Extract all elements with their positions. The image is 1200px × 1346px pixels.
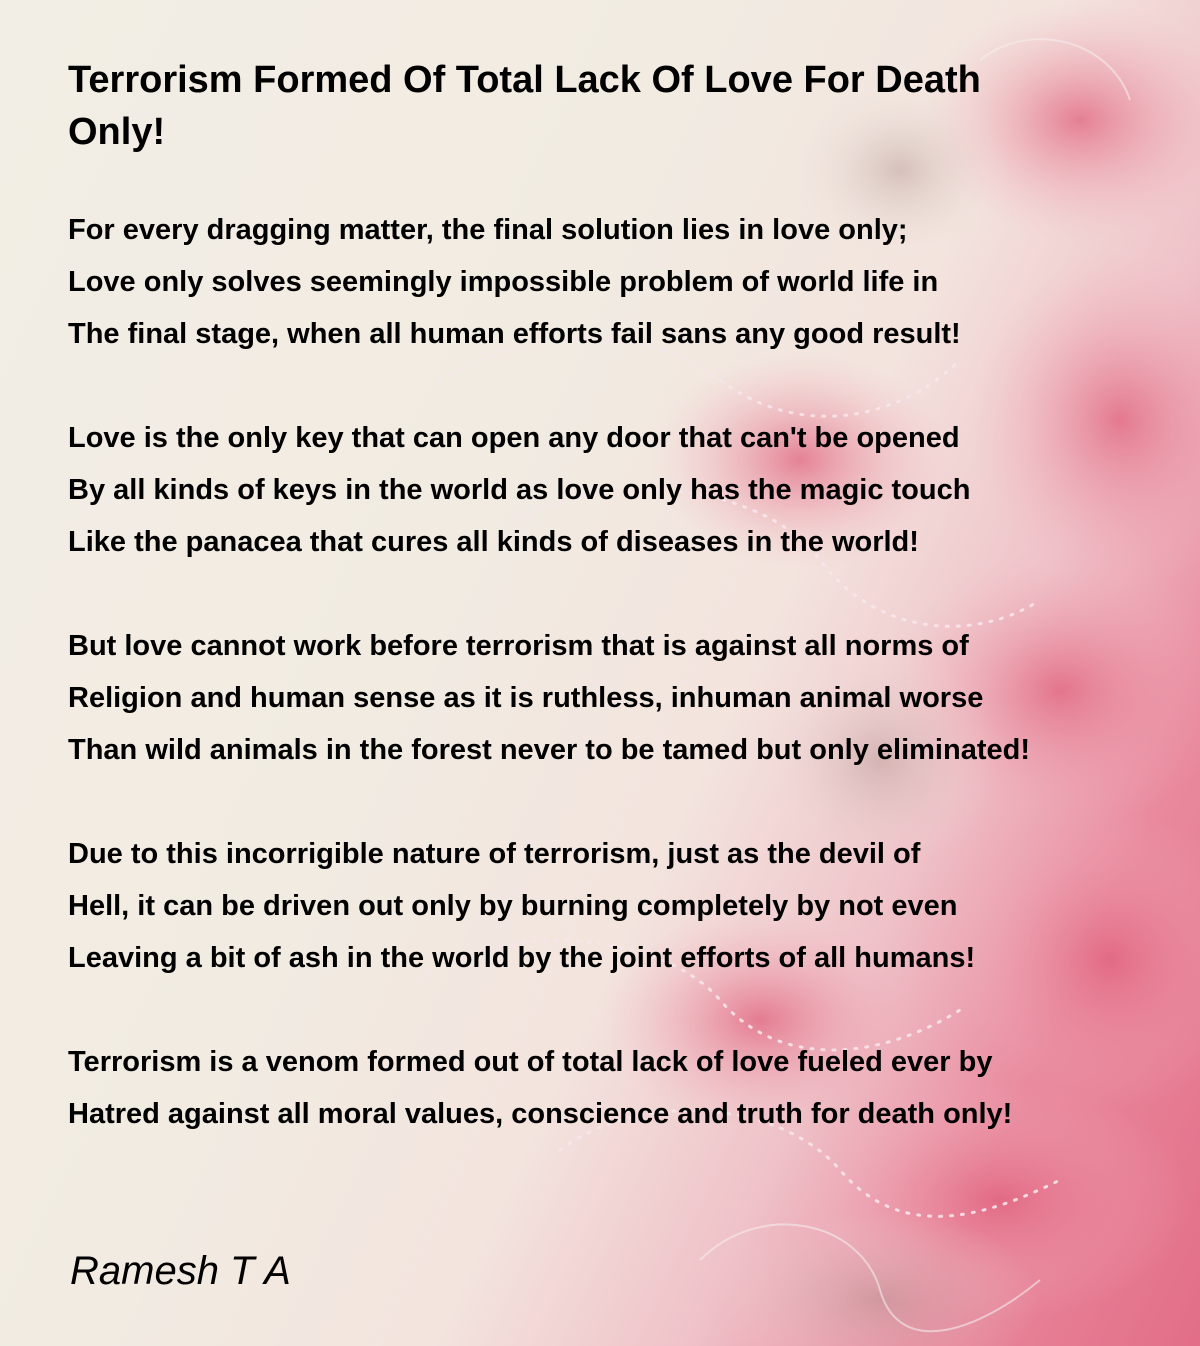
poem-content bbox=[68, 54, 1178, 1140]
poem-line: The final stage, when all human efforts fail sans any good result! bbox=[68, 318, 961, 350]
poem-line: Love only solves seemingly impossible problem of world life in bbox=[68, 266, 939, 298]
poem-line: Religion and human sense as it is ruthless, inhuman animal worse bbox=[68, 682, 984, 714]
poem-line: But love cannot work before terrorism that is against all norms of bbox=[68, 630, 969, 662]
poem-line: Leaving a bit of ash in the world by the joint efforts of all humans! bbox=[68, 942, 976, 974]
poem-stanza bbox=[68, 204, 1178, 360]
poem-author: Ramesh T A bbox=[70, 1249, 291, 1293]
poem-line: Than wild animals in the forest never to be tamed but only eliminated! bbox=[68, 734, 1030, 766]
poem-line: Terrorism is a venom formed out of total lack of love fueled ever by bbox=[68, 1046, 993, 1078]
poem-stanza bbox=[68, 412, 1178, 568]
poem-stanza bbox=[68, 828, 1178, 984]
poem-line: By all kinds of keys in the world as love only has the magic touch bbox=[68, 474, 971, 506]
poem-line: For every dragging matter, the final solution lies in love only; bbox=[68, 214, 908, 246]
poem-stanza bbox=[68, 1036, 1178, 1140]
poem-title: Terrorism Formed Of Total Lack Of Love For Death Only! bbox=[68, 59, 981, 153]
poem-line: Love is the only key that can open any door that can't be opened bbox=[68, 422, 960, 454]
poem-stanza bbox=[68, 620, 1178, 776]
poem-line: Hatred against all moral values, conscience and truth for death only! bbox=[68, 1098, 1013, 1130]
poem-line: Like the panacea that cures all kinds of diseases in the world! bbox=[68, 526, 919, 558]
poem-line: Due to this incorrigible nature of terrorism, just as the devil of bbox=[68, 838, 921, 870]
poem-line: Hell, it can be driven out only by burning completely by not even bbox=[68, 890, 958, 922]
